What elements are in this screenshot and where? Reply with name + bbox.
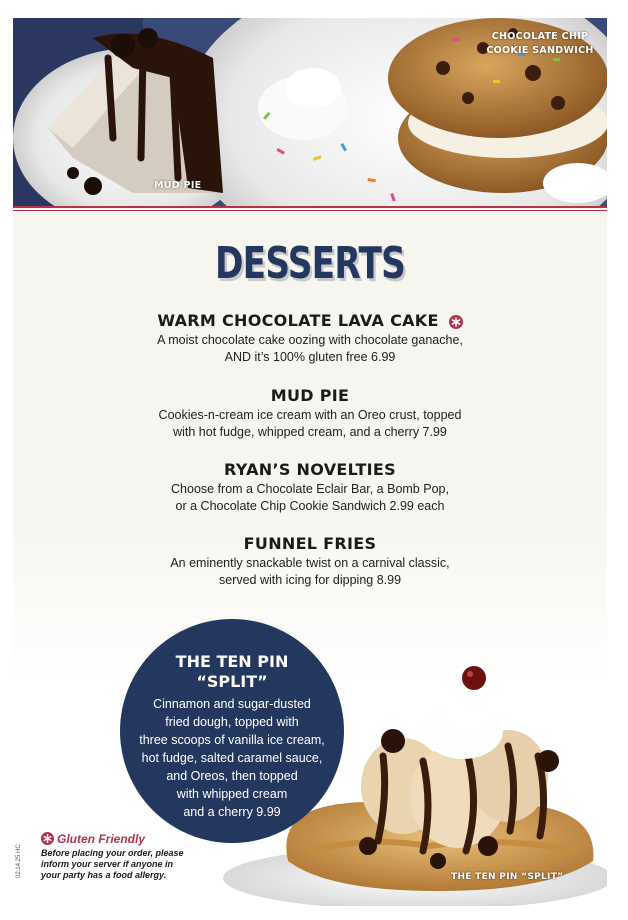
menu-item-name: RYAN’S NOVELTIES [224, 460, 396, 479]
menu-page [13, 18, 607, 906]
hero-photo [13, 18, 607, 206]
feature-desc-line-7: and a cherry 9.99 [183, 805, 281, 819]
hero-label-cookie-line-1: CHOCOLATE CHIP [491, 31, 589, 42]
hero-divider-thin [13, 210, 607, 211]
menu-item-funnel-fries [13, 533, 607, 589]
menu-item-desc-line-1: Cookies-n-cream ice cream with an Oreo crust, topped [158, 408, 462, 422]
ten-pin-split-feature [120, 619, 344, 843]
menu-item-desc-line-2: or a Chocolate Chip Cookie Sandwich 2.99 each [175, 499, 445, 513]
split-photo-label: THE TEN PIN “SPLIT” [451, 872, 564, 882]
feature-desc-line-3: three scoops of vanilla ice cream, [139, 733, 325, 747]
feature-title [120, 652, 344, 692]
feature-desc-line-6: with whipped cream [176, 787, 288, 801]
page-title: DESSERTS [214, 238, 406, 289]
gluten-friendly-note [41, 832, 211, 881]
feature-title-line-2: “SPLIT” [196, 672, 268, 691]
feature-desc-line-4: hot fudge, salted caramel sauce, [141, 751, 323, 765]
menu-item-desc-line-2: AND it’s 100% gluten free 6.99 [224, 350, 396, 364]
menu-item-name [13, 310, 607, 332]
menu-item-name: FUNNEL FRIES [243, 534, 377, 553]
menu-item-desc-line-1: A moist chocolate cake oozing with chocolate ganache, [157, 333, 463, 347]
feature-desc-line-5: and Oreos, then topped [166, 769, 298, 783]
gluten-friendly-icon [449, 315, 463, 329]
allergy-note-line-2: inform your server if anyone in [41, 859, 174, 869]
allergy-note-line-1: Before placing your order, please [41, 848, 184, 858]
feature-desc-line-2: fried dough, topped with [165, 715, 299, 729]
allergy-note-line-3: your party has a food allergy. [41, 870, 167, 880]
menu-item-mud-pie [13, 385, 607, 441]
allergy-note [41, 848, 211, 881]
hero-label-cookie-sandwich [483, 30, 597, 58]
menu-item-desc-line-2: served with icing for dipping 8.99 [218, 573, 402, 587]
hero-divider [13, 206, 607, 208]
gluten-friendly-title: Gluten Friendly [57, 832, 146, 846]
menu-item-desc-line-1: Choose from a Chocolate Eclair Bar, a Bomb Pop, [171, 482, 449, 496]
feature-title-line-1: THE TEN PIN [175, 652, 289, 671]
menu-item-name-text: WARM CHOCOLATE LAVA CAKE [157, 311, 439, 330]
menu-item-desc-line-1: An eminently snackable twist on a carnival classic, [170, 556, 450, 570]
menu-item-desc-line-2: with hot fudge, whipped cream, and a cherry 7.99 [173, 425, 447, 439]
gluten-friendly-icon [41, 832, 54, 845]
menu-item-novelties [13, 459, 607, 515]
gluten-friendly-heading [41, 832, 211, 846]
feature-desc-line-1: Cinnamon and sugar-dusted [153, 697, 311, 711]
hero-label-mud-pie: MUD PIE [154, 180, 202, 191]
menu-item-lava-cake [13, 310, 607, 366]
menu-item-name: MUD PIE [270, 386, 350, 405]
hero-label-cookie-line-2: COOKIE SANDWICH [486, 45, 594, 56]
feature-description [120, 695, 344, 821]
print-code: 02.14.25 HC [16, 844, 22, 878]
